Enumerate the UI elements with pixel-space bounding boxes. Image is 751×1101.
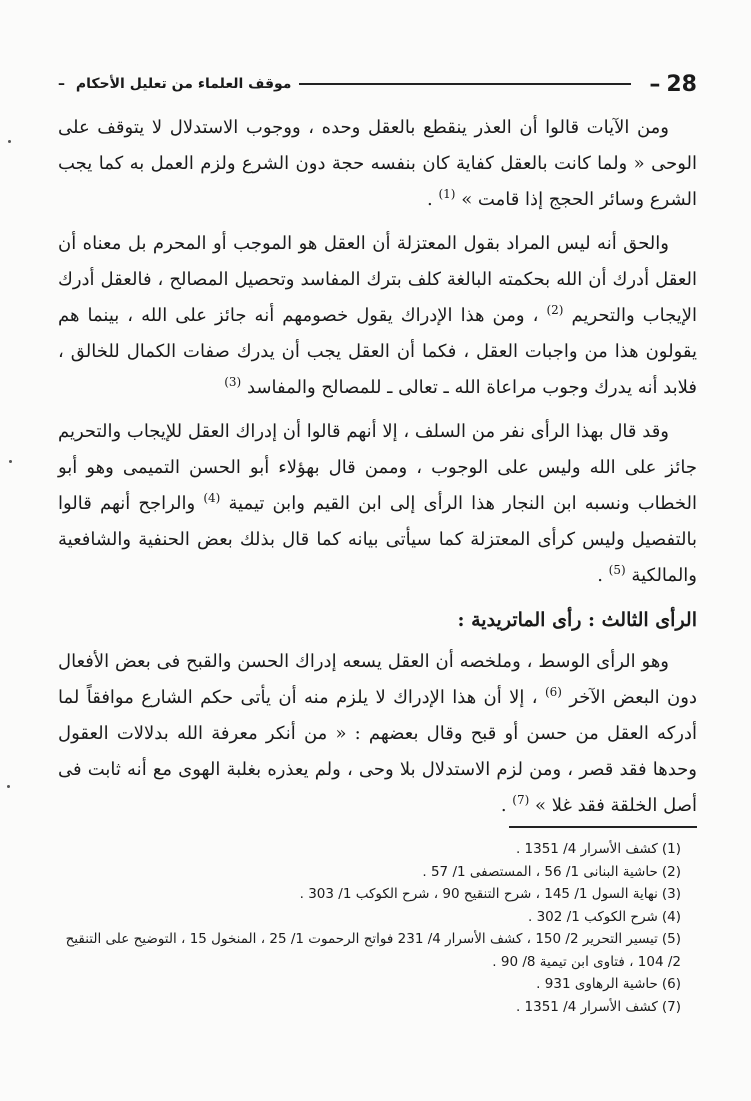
scan-speck (7, 785, 10, 788)
footnote-ref-1: (1) (438, 187, 456, 201)
footnote-item (58, 838, 681, 861)
footnote-item (58, 973, 681, 996)
paragraph-3-text: وقد قال بهذا الرأى نفر من السلف ، إلا أنهم قالوا أن إدراك العقل للإيجاب والتحريم جائز على الله وليس على الوجوب ، وممن قال بهؤلاء أبو الحسن التميمى وهو أبو الخطاب ونسبه ابن النجار هذا الرأى إلى ابن القيم وابن تيمية (58, 421, 697, 514)
footnote-text: نهاية السول 1/ 145 ، شرح التنقيح 90 ، شرح الكوكب 1/ 303 . (299, 886, 658, 902)
footnote-text: كشف الأسرار 4/ 1351 . (515, 841, 658, 857)
paragraph-3-end: . (597, 565, 609, 586)
running-title-text: موقف العلماء من تعليل الأحكام (75, 76, 292, 92)
paragraph-4-text: وهو الرأى الوسط ، وملخصه أن العقل يسعه إدراك الحسن والقبح فى بعض الأفعال دون البعض الآخر (58, 651, 697, 708)
footnote-text: حاشية البنانى 1/ 56 ، المستصفى 1/ 57 . (422, 863, 658, 880)
footnote-item (58, 928, 681, 973)
footnote-ref-3: (3) (224, 375, 242, 389)
footnote-text: تيسير التحرير 2/ 150 ، كشف الأسرار 4/ 231 فواتح الرحموت 1/ 25 ، المنخول 15 ، التوضيح على التنقيح 2/ 104 ، فتاوى ابن تيمية 8/ 90 . (65, 931, 681, 970)
footnote-item (58, 861, 681, 884)
footnote-ref-4: (4) (203, 491, 221, 505)
paragraph-1-text: ومن الآيات قالوا أن العذر ينقطع بالعقل وحده ، ووجوب الاستدلال لا يتوقف على الوحى « ولما كانت بالعقل كفاية كان بنفسه حجة دون الشرع ولزم العمل به كما يجب الشرع وسائر الحجج إذا قامت » (58, 117, 697, 210)
page-header (58, 70, 697, 98)
paragraph-4-end: . (500, 795, 513, 816)
footnote-number: (5) (661, 931, 681, 947)
page-number (649, 72, 697, 97)
footnote-ref-2: (2) (546, 303, 564, 317)
footnote-number: (4) (661, 908, 681, 925)
section-heading: الرأى الثالث : رأى الماتريدية : (457, 609, 697, 631)
paragraph-3 (58, 414, 697, 594)
footnote-item (58, 883, 681, 906)
footnote-number: (6) (661, 976, 681, 992)
footnotes-list (58, 838, 681, 1018)
footnote-number: (2) (661, 863, 681, 880)
scan-speck (8, 140, 11, 143)
footnote-item (58, 906, 681, 929)
scan-speck (9, 460, 12, 463)
running-title (58, 76, 291, 92)
footnote-text: حاشية الرهاوى 931 . (536, 976, 658, 992)
running-title-dash: – (58, 76, 65, 92)
footnote-text: شرح الكوكب 1/ 302 . (527, 908, 658, 925)
paragraph-3-text-cont: والراجح أنهم قالوا بالتفصيل وليس كرأى المعتزلة كما سيأتى بيانه كما قال بذلك بعض الحنفية والشافعية والمالكية (58, 493, 697, 586)
footnote-ref-5: (5) (608, 563, 626, 577)
footnote-text: كشف الأسرار 4/ 1351 . (515, 998, 658, 1015)
footnote-number: (1) (661, 841, 681, 857)
main-text (58, 110, 697, 832)
paragraph-2-text-cont: ، ومن هذا الإدراك يقول خصومهم أنه جائز على الله ، بينما هم يقولون هذا من واجبات العقل ، فكما أن العقل يجب أن يدرك صفات الكمال للخالق ، فلابد أنه يدرك وجوب مراعاة الله ـ تعالى ـ للمصالح والمفاسد (58, 305, 697, 398)
paragraph-2 (58, 226, 697, 406)
paragraph-1-end: . (426, 189, 439, 210)
footnote-item (58, 996, 681, 1019)
paragraph-4-text-cont: ، إلا أن هذا الإدراك لا يلزم منه أن يأتى حكم الشارع موافقاً لما أدركه العقل من حسن أو قبح وقال بعضهم : « من أنكر معرفة الله بدلالات العقول وحدها فقد قصر ، ومن لزم الاستدلال بلا وحى ، ولم يعذره بغلبة الهوى مع أنه ثابت فى أصل الخلقة فقد غلا » (58, 687, 697, 816)
header-rule (299, 83, 631, 85)
footnote-ref-7: (7) (512, 793, 530, 807)
page-number-value: 28 (666, 71, 697, 97)
paragraph-1 (58, 110, 697, 218)
paragraph-2-text: والحق أنه ليس المراد بقول المعتزلة أن العقل هو الموجب أو المحرم بل معناه أن العقل أدرك أن الله بحكمته البالغة كلف بترك المفاسد وتحصيل المصالح ، فالعقل أدرك الإيجاب والتحريم (58, 233, 697, 326)
footnote-separator (509, 826, 697, 828)
footnote-ref-6: (6) (544, 685, 562, 699)
page-number-dash: – (649, 71, 661, 97)
footnote-number: (3) (661, 886, 681, 902)
paragraph-4 (58, 644, 697, 824)
footnote-number: (7) (661, 998, 681, 1015)
